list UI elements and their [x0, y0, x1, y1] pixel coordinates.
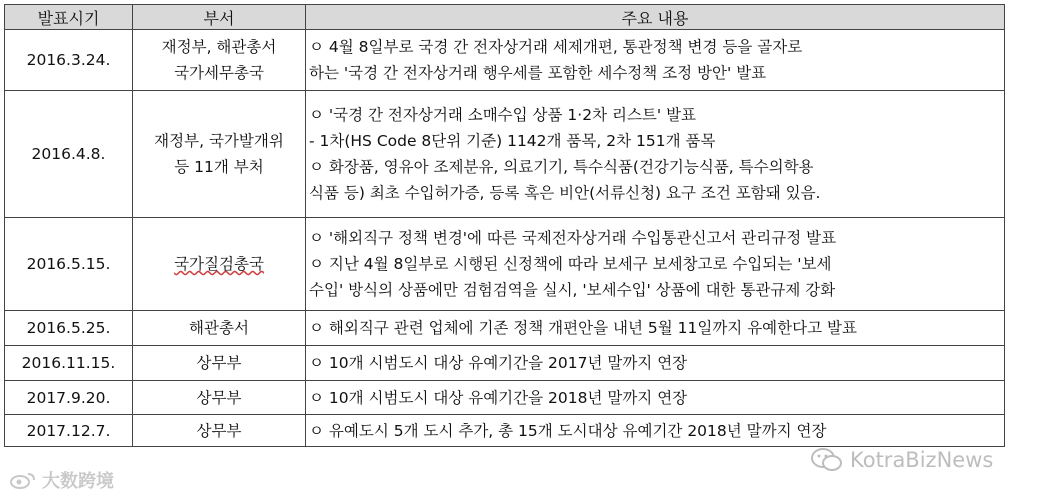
row-content: [306, 346, 1005, 381]
row-content: [306, 311, 1005, 346]
content-line: 하는 '국경 간 전자상거래 행우세를 포함한 세수정책 조정 방안' 발표: [309, 64, 767, 82]
department-line: 상무부: [196, 421, 242, 440]
content-line: 수입' 방식의 상품에만 검험검역을 실시, '보세수입' 상품에 대한 통관규제 강화: [309, 281, 836, 299]
row-date: 2016.11.15.: [5, 346, 133, 381]
content-line: ㅇ 4월 8일부로 국경 간 전자상거래 세제개편, 통관정책 변경 등을 골자로: [309, 38, 803, 56]
row-date: 2016.5.15.: [5, 218, 133, 311]
row-date: 2017.12.7.: [5, 415, 133, 447]
row-department: [133, 415, 306, 447]
row-date: 2016.5.25.: [5, 311, 133, 346]
watermark-left-text: 大数跨境: [42, 471, 114, 492]
department-line: 상무부: [196, 354, 242, 372]
row-content: [306, 415, 1005, 447]
row-department: [133, 91, 306, 218]
header-date: 발표시기: [5, 5, 133, 30]
watermark-left: [8, 467, 114, 493]
watermark-right-text: KotraBizNews: [850, 448, 994, 472]
row-department: [133, 218, 306, 311]
content-line: - 1차(HS Code 8단위 기준) 1142개 품목, 2차 151개 품목: [309, 132, 716, 150]
row-content: [306, 30, 1005, 91]
department-line: 상무부: [196, 388, 242, 407]
watermark-right: [810, 446, 993, 474]
header-content: 주요 내용: [306, 5, 1005, 30]
row-content: [306, 381, 1005, 415]
department-line: 재정부, 국가발개위: [154, 132, 284, 150]
row-department: [133, 311, 306, 346]
content-line: 식품 등) 최초 수입허가증, 등록 혹은 비안(서류신청) 요구 조건 포함돼 있음.: [309, 184, 821, 202]
content-line: ㅇ '해외직구 정책 변경'에 따른 국제전자상거래 수입통관신고서 관리규정 발표: [309, 229, 837, 247]
row-content: [306, 91, 1005, 218]
weibo-logo-icon: [8, 471, 38, 489]
row-department: [133, 346, 306, 381]
policy-timeline-table: [4, 4, 1005, 447]
table-row: [5, 311, 1005, 346]
row-date: 2016.4.8.: [5, 91, 133, 218]
table-header-row: [5, 5, 1005, 30]
row-date: 2016.3.24.: [5, 30, 133, 91]
table-row: [5, 91, 1005, 218]
wechat-logo-icon: [810, 446, 844, 474]
content-line: ㅇ 지난 4월 8일부로 시행된 신정책에 따라 보세구 보세창고로 수입되는 '보세: [309, 255, 832, 273]
department-line: 해관총서: [189, 319, 249, 337]
department-line: 등 11개 부처: [174, 158, 264, 176]
content-line: ㅇ 화장품, 영유아 조제분유, 의료기기, 특수식품(건강기능식품, 특수의학용: [309, 158, 814, 176]
row-content: [306, 218, 1005, 311]
table-row: [5, 30, 1005, 91]
content-line: ㅇ 해외직구 관련 업체에 기존 정책 개편안을 내년 5월 11일까지 유예한다고 발표: [309, 319, 857, 337]
department-line: 국가세무총국: [174, 64, 264, 82]
department-line: 재정부, 해관총서: [161, 38, 277, 56]
table-row: [5, 381, 1005, 415]
content-line: ㅇ 유예도시 5개 도시 추가, 총 15개 도시대상 유예기간 2018년 말까지 연장: [309, 421, 827, 440]
table-row: [5, 346, 1005, 381]
row-department: [133, 30, 306, 91]
header-department: 부서: [133, 5, 306, 30]
table-row: [5, 218, 1005, 311]
content-line: ㅇ 10개 시범도시 대상 유예기간을 2017년 말까지 연장: [309, 354, 688, 372]
table-row: [5, 415, 1005, 447]
department-line: 국가질검총국: [174, 255, 264, 273]
content-line: ㅇ 10개 시범도시 대상 유예기간을 2018년 말까지 연장: [309, 388, 688, 407]
row-date: 2017.9.20.: [5, 381, 133, 415]
content-line: ㅇ '국경 간 전자상거래 소매수입 상품 1·2차 리스트' 발표: [309, 106, 697, 124]
row-department: [133, 381, 306, 415]
